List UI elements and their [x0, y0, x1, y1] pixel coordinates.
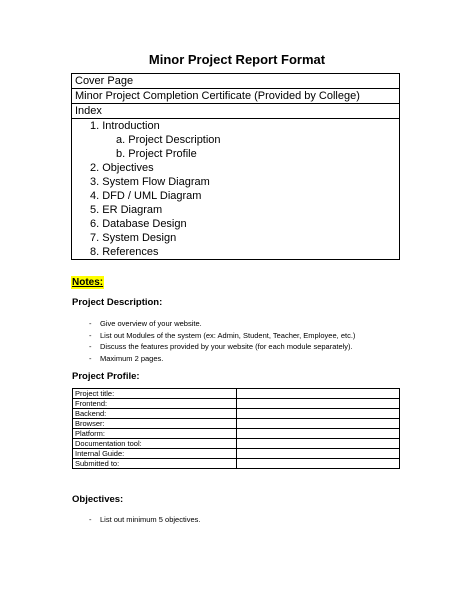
objectives-list — [89, 514, 200, 526]
contents-table — [71, 73, 400, 260]
field-label: Browser: — [73, 419, 237, 429]
field-value — [237, 439, 400, 449]
table-row — [73, 459, 400, 469]
project-profile-heading: Project Profile: — [72, 371, 140, 382]
table-row — [73, 389, 400, 399]
field-value — [237, 459, 400, 469]
field-value — [237, 409, 400, 419]
field-label: Project title: — [73, 389, 237, 399]
index-item: 8. References — [90, 246, 159, 258]
field-label: Platform: — [73, 429, 237, 439]
list-item: - List out Modules of the system (ex: Admin, Student, Teacher, Employee, etc.) — [89, 330, 356, 340]
list-item: - Discuss the features provided by your website (for each module separately). — [89, 342, 353, 351]
index-item: 4. DFD / UML Diagram — [90, 190, 202, 202]
field-label: Internal Guide: — [73, 449, 237, 459]
field-value — [237, 419, 400, 429]
page-title: Minor Project Report Format — [148, 52, 326, 67]
index-subitem: a. Project Description — [116, 134, 221, 146]
field-label: Frontend: — [73, 399, 237, 409]
field-value — [237, 389, 400, 399]
table-row — [73, 419, 400, 429]
project-description-list — [89, 318, 355, 364]
index-item: 6. Database Design — [90, 218, 187, 230]
field-value — [237, 449, 400, 459]
toc-row-cover: Cover Page — [72, 74, 399, 89]
toc-row-certificate: Minor Project Completion Certificate (Provided by College) — [72, 89, 399, 104]
table-row — [73, 409, 400, 419]
index-list — [72, 119, 399, 259]
objectives-heading: Objectives: — [72, 494, 124, 505]
toc-row-index: Index — [72, 104, 399, 119]
field-value — [237, 399, 400, 409]
table-row — [73, 399, 400, 409]
field-label: Submitted to: — [73, 459, 237, 469]
field-label: Documentation tool: — [73, 439, 237, 449]
index-subitem: b. Project Profile — [116, 148, 197, 160]
table-row — [73, 439, 400, 449]
list-item: - Give overview of your website. — [89, 319, 202, 328]
index-item: 7. System Design — [90, 232, 177, 244]
project-description-heading: Project Description: — [72, 297, 163, 308]
list-item: - List out minimum 5 objectives. — [89, 515, 201, 524]
table-row — [73, 449, 400, 459]
index-item: 3. System Flow Diagram — [90, 176, 210, 188]
notes-label: Notes: — [72, 277, 104, 288]
table-row — [73, 429, 400, 439]
project-profile-table — [72, 388, 400, 469]
index-item: 5. ER Diagram — [90, 204, 163, 216]
index-item: 1. Introduction — [90, 120, 160, 132]
field-label: Backend: — [73, 409, 237, 419]
field-value — [237, 429, 400, 439]
list-item: - Maximum 2 pages. — [89, 353, 164, 363]
index-item: 2. Objectives — [90, 162, 154, 174]
